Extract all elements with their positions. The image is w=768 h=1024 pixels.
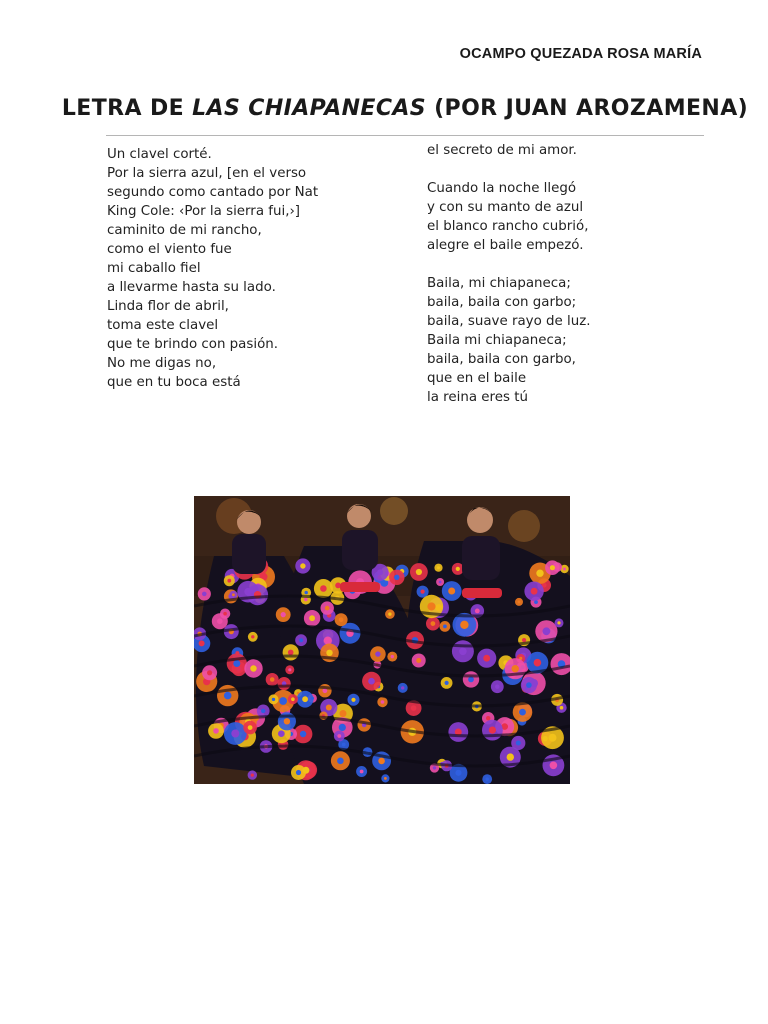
lyric-line: que te brindo con pasión.	[107, 337, 279, 352]
flower-center	[213, 728, 219, 734]
flower-center	[518, 601, 521, 604]
flower-center	[486, 716, 490, 720]
flower-center	[217, 618, 223, 624]
lyrics-left-column	[107, 145, 407, 392]
flower-center	[325, 606, 330, 611]
lyric-line: Baila mi chiapaneca;	[427, 333, 567, 348]
flower-center	[309, 615, 315, 621]
flower-center	[270, 677, 275, 682]
document-title	[0, 96, 768, 121]
flower-center	[232, 593, 235, 596]
flower-center	[248, 725, 253, 730]
flower-center	[202, 592, 207, 597]
flower-center	[391, 655, 394, 658]
flower-center	[411, 705, 417, 711]
flower-center	[543, 627, 551, 635]
lyric-line: King Cole: ‹Por la sierra fui,›]	[107, 204, 301, 219]
flower-center	[381, 700, 385, 704]
flower-center	[324, 637, 332, 645]
flower-center	[278, 730, 285, 737]
stanza-break	[427, 160, 727, 179]
flower-center	[288, 668, 291, 671]
lyric-line: a llevarme hasta su lado.	[107, 280, 276, 295]
flower-center	[536, 570, 543, 577]
lyric-line: que en el baile	[427, 371, 527, 386]
flower-center	[378, 758, 385, 765]
flower-center	[560, 706, 564, 710]
flower-center	[516, 741, 521, 746]
flower-center	[475, 609, 480, 614]
lyric-line: toma este clavel	[107, 318, 219, 333]
lyric-line: No me digas no,	[107, 356, 217, 371]
lyric-line: Baila, mi chiapaneca;	[427, 276, 571, 291]
flower-center	[401, 686, 404, 689]
flower-center	[512, 665, 519, 672]
flower-center	[227, 579, 231, 583]
flower-center	[549, 734, 557, 742]
lyric-line: alegre el baile empezó.	[427, 238, 584, 253]
flower-center	[224, 692, 232, 700]
stanza-break	[427, 255, 727, 274]
flower-center	[388, 612, 391, 615]
title-suffix: (POR JUAN AROZAMENA)	[426, 96, 749, 121]
flower-center	[384, 777, 387, 780]
lyric-line: la reina eres tú	[427, 390, 528, 405]
flower-center	[531, 588, 538, 595]
lyric-line: caminito de mi rancho,	[107, 223, 262, 238]
flower-center	[288, 650, 294, 656]
flower-center	[433, 766, 436, 769]
flower-center	[455, 770, 461, 776]
flower-center	[304, 598, 308, 602]
flower-center	[337, 734, 341, 738]
flower-center	[522, 638, 526, 642]
flower-center	[337, 758, 344, 765]
lyric-line: baila, baila con garbo,	[427, 352, 576, 367]
flower-center	[427, 602, 435, 610]
flower-center	[416, 658, 421, 663]
flower-center	[550, 565, 555, 570]
flower-center	[261, 709, 265, 713]
flower-center	[489, 727, 496, 734]
flower-center	[231, 730, 239, 738]
flower-center	[279, 697, 287, 705]
lyric-line: Linda flor de abril,	[107, 299, 229, 314]
dancers-illustration	[194, 496, 570, 784]
flower-center	[360, 770, 364, 774]
lyric-line: el blanco rancho cubrió,	[427, 219, 589, 234]
flower-center	[459, 648, 467, 656]
lyric-line: como el viento fue	[107, 242, 232, 257]
flower-center	[507, 753, 514, 760]
flower-center	[483, 655, 490, 662]
flower-center	[207, 670, 212, 675]
flower-center	[375, 651, 380, 656]
flower-center	[339, 617, 344, 622]
lyrics-right-column	[427, 141, 727, 407]
flower-center	[351, 698, 355, 702]
flower-center	[421, 590, 425, 594]
flower-center	[302, 696, 308, 702]
flower-center	[456, 567, 460, 571]
flower-center	[443, 625, 447, 629]
title-song-name: LAS CHIAPANECAS	[192, 96, 427, 121]
flower-center	[299, 638, 303, 642]
flower-center	[251, 774, 254, 777]
flower-center	[342, 743, 346, 747]
flower-center	[563, 568, 566, 571]
flower-center	[448, 588, 455, 595]
flower-center	[377, 569, 383, 575]
dancers-photo	[194, 496, 570, 784]
lyric-line: Cuando la noche llegó	[427, 181, 577, 196]
flower-center	[340, 710, 347, 717]
flower-center	[272, 698, 275, 701]
lyric-line: mi caballo fiel	[107, 261, 201, 276]
flower-center	[437, 566, 440, 569]
title-divider	[106, 135, 704, 136]
flower-center	[326, 650, 332, 656]
flower-center	[439, 581, 442, 584]
flower-center	[416, 569, 422, 575]
lyric-line: que en tu boca está	[107, 375, 241, 390]
flower-center	[250, 665, 256, 671]
flower-center	[251, 635, 254, 638]
author-name: OCAMPO QUEZADA ROSA MARÍA	[459, 46, 702, 62]
lyric-line: y con su manto de azul	[427, 200, 584, 215]
flower-center	[557, 621, 560, 624]
flower-center	[550, 762, 558, 770]
flower-center	[326, 705, 332, 711]
flower-center	[486, 777, 489, 780]
flower-center	[300, 731, 306, 737]
lyric-line: baila, baila con garbo;	[427, 295, 577, 310]
flower-center	[199, 640, 205, 646]
title-prefix: LETRA DE	[61, 96, 193, 121]
flower-center	[223, 612, 227, 616]
flower-center	[296, 770, 301, 775]
flower-center	[305, 591, 308, 594]
flower-center	[300, 563, 305, 568]
flower-center	[431, 621, 436, 626]
flower-center	[394, 575, 399, 580]
lyric-line: Por la sierra azul, [en el verso	[107, 166, 307, 181]
flower-center	[339, 724, 346, 731]
lyric-line: baila, suave rayo de luz.	[427, 314, 591, 329]
lyric-line: Un clavel corté.	[107, 147, 212, 162]
flower-center	[281, 612, 286, 617]
flower-center	[460, 621, 468, 629]
flower-center	[291, 697, 295, 701]
lyric-line: segundo como cantado por Nat	[107, 185, 319, 200]
flower-center	[534, 659, 542, 667]
lyric-line: el secreto de mi amor.	[427, 143, 577, 158]
flower-center	[284, 718, 290, 724]
flower-center	[368, 678, 375, 685]
flower-center	[445, 681, 449, 685]
flower-center	[320, 585, 327, 592]
flower-center	[526, 682, 532, 688]
flower-center	[519, 709, 526, 716]
flower-center	[233, 660, 240, 667]
flower-center	[495, 685, 499, 689]
